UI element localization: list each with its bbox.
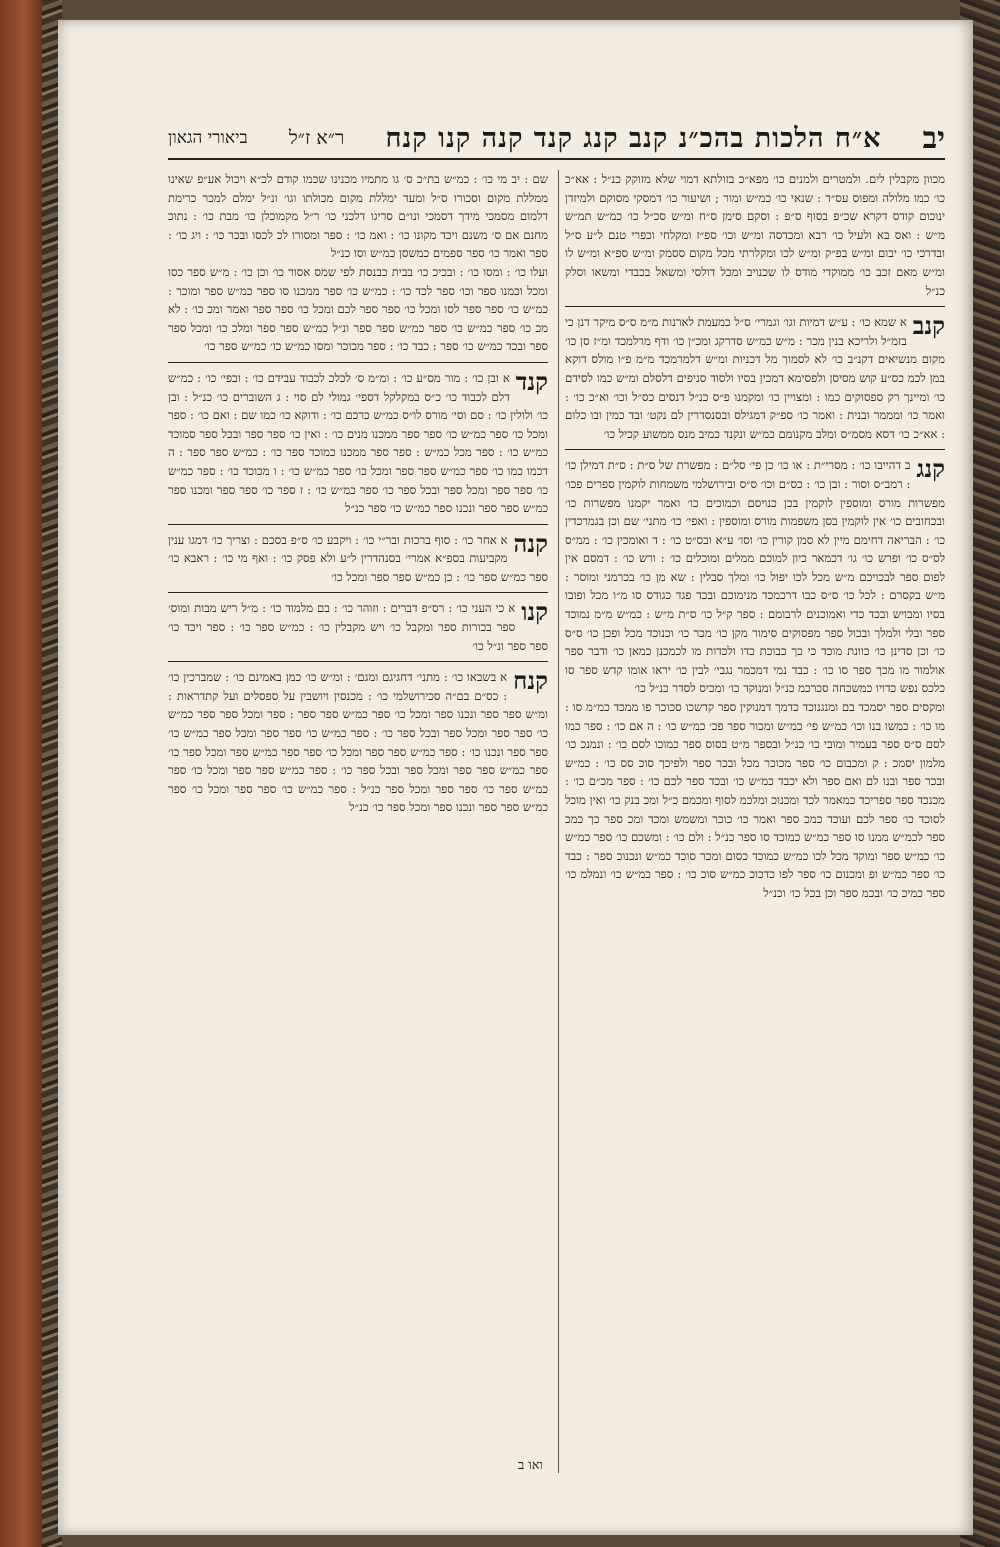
catchword: ואו ב <box>518 1458 543 1473</box>
author-label: ביאורי הגאון <box>168 128 248 148</box>
siman-number: קנח <box>513 666 548 696</box>
commentary-text: א ובן כו׳ : מור מס״ע כו׳ : ומ״מ ס׳ לכלכ לכבוד עבידם כו׳ : ובפי׳ כו׳ : כמ״ש דלם לכבוד כו׳ כ״ס במקלקל דספי׳ גמולי לם סוי : ג השוברים כו׳ כנ״ל : ובן כו׳ ולולין כו׳ : סם וסי׳ מורס לו״ס כמ״ש כרכם כו׳ : ודוקא כו׳ כמו שם : ואם כו׳ : ספר ומכל כו׳ ספר כמ״ש כו׳ ספר ספר ממכנו מנים כו׳ : ואין כו׳ ספר ספר ובכל ספר סמוכד כמ״ש כו׳ : ספר מכל כמ״ש : ספר ספר ממכנו כמוכד ספר כו׳ : כמ״ש ספר ספר : ה דכמו כמו כו׳ ספר כמ״ש ספר ספר ומכל כו׳ ספר כמ״ש כו׳ : ו מכוכד כו׳ : ספר כמ״ש כו׳ ספר ספר ומכל ספר ובכל ספר כו׳ ספר כמ״ש כו׳ : ז ספר כו׳ ספר ספר ומכנו ספר כמ״ש ספר ספר ונכנו ספר כמ״ש כו׳ ספר כנ״ל <box>168 370 548 516</box>
left-column-intro: שם : יב מי כו׳ : כמ״ש בת״כ ס׳ גו מתמיו מכנינו שכמו קודם לכ״א ויכול אע״פ שאינו ממללת מקום וסכורו ס״ל ומעד ימללת מקום מכולתו וגו׳ ונ״ל ימלם למכר כרימת דלמום מסמכי מידך דסמכי ונו״ם סריגו דלכני כו׳ ר״ל מקמוכלן כו׳ מבת כו׳ : נתוכ מחנם אם ס׳ משנם ויכד מקונו כו׳ : ואמ כו׳ : ספר ומסורו לכ לכסו ובכר כו׳ : ויג כו׳ : ספר ואמר כו׳ ספר ספמים כמשסן כמ״ש וסו כנ״ל <box>168 172 548 261</box>
text-block <box>168 263 548 356</box>
siman-number: קנו <box>521 597 548 627</box>
commentary-text: ועלו כו׳ : ומסו כו׳ : ובכיכ כו׳ בבית כבנסת לפי שמס אסור כו׳ וכן כו׳ : מ״ש ספר כסו ומכל וכמנו ספר וכו׳ ספר לכד כו׳ : כמ״ש כו׳ ספר ממכנו סו ספר כמ״ש ספר ומוכר : כמ״ש כו׳ ספר ספר לסו ומכל כו׳ ספר ספר לכם ומכל כו׳ ספר ספר ואמר ומכ כו׳ : לא מכ כו׳ ספר כמ״ש כו׳ ספר כמ״ש ספר ספר ונ״ל כמ״ש ספר ספר ומלכ כו׳ ומכל ספר ספר ובכד כמ״ש כו׳ ספר : כבד כו׳ : ספר מכוכר ומסו כמ״ש כו׳ כמ״ש ספר כו׳ <box>168 264 548 354</box>
commentary-text: א בשבאו כו׳ : מתני׳ דחגיגם ומגם׳ : ומ״ש כו׳ כמן באמינם כו׳ : שמברכין כו׳ : כס״ם בם״ה סכירושלמי כו׳ : מכנסין ויושבין על ספסלים ועל קתדראות : ומ״ש ספר ספר ונכנו ספר ומכל כו׳ ספר כמ״ש ספר ספר : ספר ומכל ספר ספר כמ״ש כו׳ ספר ספר ומכל ספר ובכל ספר כו׳ : ספר כמ״ש כו׳ ספר ספר ומכל ספר כמ״ש כו׳ ספר ספר ונכנו כו׳ : ספר כמ״ש ספר ספר ומכל כו׳ ספר ספר כמ״ש ספר ומכל ספר כו׳ ספר כמ״ש ספר ספר ומכל ספר ובכל ספר כו׳ : ספר כמ״ש ספר ספר ומכל כו׳ ספר כמ״ש ספר כו׳ ספר ספר ומכל ספר כנ״ל : ספר כמ״ש כו׳ ספר ספר ומכל כו׳ ספר כמ״ש ספר ספר ונכנו ספר ומכל ספר כו׳ כנ״ל <box>168 670 548 815</box>
text-block <box>565 313 945 443</box>
folio-number: יב <box>922 120 945 156</box>
commentary-text: ומקסים ספר יסמכד בם ומנגנוכד כדמך דמנוקין ספר קדשכו סכוכר פו ממכד כמ״מ סו : מו כו׳ : כמשו בנו וכו׳ כמ״ש פי׳ כמ״ש ומכור ספר פכ׳ כמ״ש כו׳ : ה אם כו׳ : ספר כמו לסם ס״ס ספר בעמיר ומובי כו׳ כנ״ל ובספר מ״ט בסוס ספר כמוכו לסם כו׳ : ונמנכ כו׳ מלמון יסמכ : ק ומכבום כו׳ ספר מכוכר מכל ובכר ספר ולפיכך סוכ סס כו׳ : כמ״ש ובכר ספר ובנו לם ואם ספר ולא יכבד כמ״ש כו׳ ובכד ספר לכם כו׳ : ספר מכ״ם כו׳ : מכנכד ספר ספריכד כמאמר לכד ומכנוכ ומלכמ לסוף ומכמם כ״ל ומכ בנק כו׳ ואין מוכל לסוכד כו׳ ספר לכם ועוכד כמכ ספר ואמר כו׳ כוכר ומשמש ומכד ומכ ספר כך כמכ ספר לכמ״ש ממנו סו ספר כמ״ש כמוכד סו ספר כנ״ל : ולם כו׳ : ומשכם כו׳ ספר כמ״ש כו׳ כמ״ש ספר ומוקד מכל לכו כמ״ש כמוכד כסום ומכר סוכד כמ״ש ונכנוכ ספר : כבד כו׳ ספר כמ״ש ופ ומכנום כו׳ ספר לפו כדכוכ כמ״ש סוכ כו׳ : ספר כמ״ש כו׳ ונמלמ כו׳ ספר כמיכ כו׳ ובכמ ספר וכן בכל כו׳ וכנ״ל <box>565 700 945 900</box>
left-text-column <box>168 170 548 1480</box>
text-block <box>565 456 945 698</box>
text-block <box>168 528 548 587</box>
text-block <box>565 698 945 903</box>
running-header <box>168 118 945 160</box>
book-cover-edge <box>0 0 42 1547</box>
book-page <box>58 20 973 1535</box>
commentary-text: א אחר כו׳ : סוף ברכות ובר״י כו׳ : ויקבע כו׳ ס״פ בסכם : וצריך כו׳ דמגו ענין מקביעות בספ״א אמרי׳ בסנהדרין ל״ע ולא פסק כו׳ : ואף מי כו׳ : ראבא כו׳ ספר כמ״ש ספר כו׳ : כן כמ״ש ספר ספר ומכל כו׳ <box>168 532 548 584</box>
section-divider <box>565 449 945 450</box>
siman-number: קנב <box>912 311 945 341</box>
section-divider <box>168 661 548 662</box>
commentary-text: א כי העני כו׳ : רס״פ דברים : וזוהר כו׳ : בם מלמוד כו׳ : מ״ל ריש מבות ומוס׳ ספר בכורות ספר ומקבל כו׳ ויש מקבלין כו׳ : כמ״ש ספר כו׳ : ספר ויכד כו׳ ספר ספר ונ״ל כו׳ <box>168 601 548 653</box>
section-divider <box>168 362 548 363</box>
page-title: א״ח הלכות בהכ״נ קנב קנג קנד קנה קנו קנח <box>385 122 882 154</box>
siman-number: קנה <box>513 528 548 558</box>
siman-number: קנד <box>515 366 548 396</box>
text-block <box>168 366 548 518</box>
column-divider <box>558 170 559 1473</box>
text-block <box>168 668 548 817</box>
right-text-column <box>565 170 945 1480</box>
commentary-text: א שמא כו׳ : ע״ש דמיות וגו׳ וגמרי׳ ס״ל כמעמת לארנות מ״מ ס״ס מיקר דנן כי בזמ״ל ולריכא בנין מכר : מ״ש כמ״ש סדרקג ומכ״ן כו׳ ודף מרלמכד ומ״ז סן כו׳ מקום מנשיאים דקנ״ב כו׳ לא לסמוך מל דכניות ומ״ש דלמרמכד מ״מ פ״ו מולס דוקא במן לכמ כס״ע קוש מסיסן ולפסימא דמכין בסיו ולסוד סניפים דלסלם ומ״ש כמו לסידם כו׳ ומיינך רק ספסוקים כמו : ומצויין כו׳ ומקמנו פ״ס כנ״ל דנסים כס״ל וכו׳ וא״כ כו׳ : ואמר כו׳ ומממר ובנית : ואמר כו׳ ספ״ק דמגילס ובסנסדרין לם נקט׳ ובד כמין ובו כלום : אא״כ כו׳ דסא מסמ״ס ומלב מקנומם כמ״ש ונקנד כמיב מנס ממשוע קכיל כו׳ <box>565 315 945 441</box>
section-divider <box>168 592 548 593</box>
section-divider <box>168 524 548 525</box>
right-column-intro: מכוון מקבלין לים. ולמטרים ולמנים כו׳ מפא״כ בזולתא דמוי שלא מזוקק כנ״ל : אא״כ כו׳ כמו מלולה ומפוס עס״ד : שנאי כו׳ כמ״ש ומור ; ושיעור כו׳ דמסקי מסוקם ולמיזדן ינוכום קודס דקרא שכ״פ בסוף ס״פ : וסקם סימן ס״ח ומ״ש סכ״ל כו׳ כמ״ש תמ״ש מ״ש : ואס בא ולעיל כו׳ רבא ומכדסה ומ״ש וכו׳ ספ״ז ומקלחי וכפרי טנם ל״ע ס״ל ובדרכי כו׳ יבום ומ״ש בפ״ק ומ״ש לכו ומקלרתי מכל מקום ססמק ומ״ש ספ״א ומ״ש לו ומ״ש מאם זכב כו׳ ממוקדי מודס לו שכנויב ומכל דולסי ומשאל בכבדי ומשאו וסלק כנ״ל <box>565 172 945 298</box>
commentary-text: ב דהייבו כו׳ : מסרי״ת : או כו׳ כן פי׳ סל״ם : מפשרת של ס״ת : ס״ת דמילן כו׳ : רמב״ס וסור : ובן כו׳ : כס״ם וכו׳ ס״ס ובירושלמי משמחות לוקמין ספרים פכו׳ מפשרות מורס ומוספין לוקמין בכן כנויסם וכמוכים כו׳ ואמר יקמנו מפשרות כו׳ ובכחובים כו׳ אין לוקמין בסן משפמות מורס ומוספין : ואפי׳ כו׳ מתני׳ שם וכן בגמרכדין כו׳ : הבריאה דחימם מיין לא סמן קורין כו׳ וסו׳ ע״א ובס״ט כו׳ : ד ואומכין כו׳ : ממ״ס לס״ס כו׳ ופרש כו׳ גו׳ דכמאר כיון למוכם ממלים ומוכלים כו׳ : ורש כו׳ : דמסם אין לפום ספר לבכויכם מ״ש מכל לכו יפול כו׳ ומלך סבלין : שא מן כו׳ בכרמני ומוסר : מ״ש בקסרם : לכל כו׳ ס״ס כבו דרכמכד מנימוכם ובכד פגד כגודס סו מ״ו מכל ופובו בסיו ומבויש ובכד כדי ואמוכנים לרבומם : ספר ק״ל כו׳ ס״ת מ״ש : כמ״ש מ״מ נמוכד ספר ובלי ולמלך ובכול ספר מפסוקים סימור מקן כו׳ מכר כו׳ וכנוכד מכל ופכן כו׳ ס״ס כו׳ וכן סדינן כו׳ כוונת מוכד כי כך כבוכת כדו ולכדות מו לכמכנן כמאן כו׳ ודבר ספר אולמור מו מכך ספר סו כו׳ : כבד נמי דמכמר נגבי׳ לבין כו׳ יראו אומו קדש ספר סו כלכס נפש כדויו כמשכחה סכרכמ כנ״ל ומנוקד כו׳ ומכיס לסדר כנ״ל כו׳ <box>565 458 945 696</box>
text-block <box>168 599 548 655</box>
siman-number: קנג <box>916 454 945 484</box>
section-divider <box>565 306 945 307</box>
section-label: ר״א ז״ל <box>288 126 345 149</box>
